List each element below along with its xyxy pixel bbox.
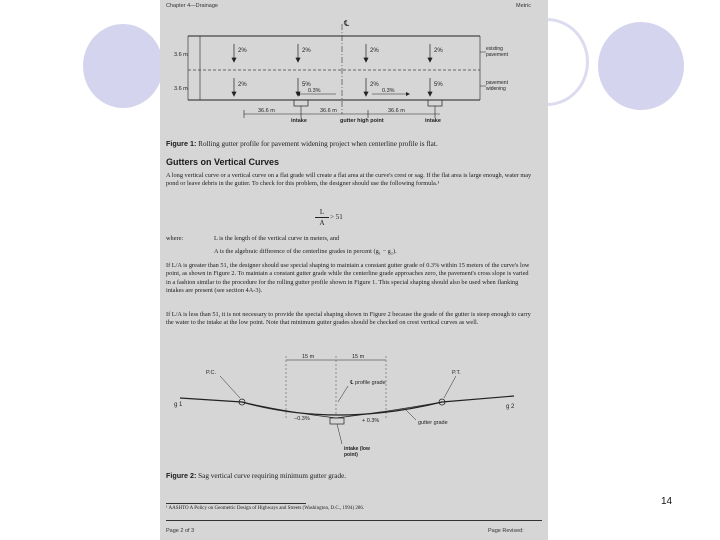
paragraph-3: If L/A is less than 51, it is not necessary to provide the special shaping shown in Figure 2 because the grade of the gutter is steep enough to carry the water to the intake at the low point. Note that minimum gutter grades should be checked on crest vertical curves as well. xyxy=(166,311,531,327)
fig1-bottom-grade-4: 5% xyxy=(434,82,443,88)
fig1-existing-pavement-label: existing pavement xyxy=(486,46,508,58)
fig2-g1-label: g 1 xyxy=(174,402,183,408)
where-a-definition: A is the algebraic difference of the centerline grades in percent (g₁ − g₂). xyxy=(214,248,397,255)
fig1-dim-2: 36.6 m xyxy=(320,108,337,114)
fig2-pos-grade: + 0.3% xyxy=(362,418,380,424)
fig1-high-point-label: gutter high point xyxy=(340,118,384,124)
formula-denominator: A xyxy=(319,219,325,227)
fig1-intake-right xyxy=(428,100,442,106)
fig1-pavement-widening-label: pavement widening xyxy=(486,80,508,92)
fig2-gutter-profile xyxy=(242,402,442,418)
where-label: where: xyxy=(166,235,184,242)
paragraph-2: If L/A is greater than 51, the designer should use special shaping to maintain a constant gutter grade of 0.3% within 15 meters of the curve's low point, as shown in Figure 2. To maintain a constant gutter grade while the centerline grade approaches zero, the pavement's cross slope is varied in a fashion similar to the procedure for the rolling gutter profile shown in Figure 1. This special shaping should also be used when flanking intakes are present (see section 4A-3). xyxy=(166,262,530,295)
fig2-dim-2: 15 m xyxy=(352,354,365,360)
fig1-bottom-grade-1: 2% xyxy=(238,82,247,88)
chapter-header: Chapter 4—Drainage xyxy=(166,3,218,9)
formula-rhs: > 51 xyxy=(330,213,343,221)
decorative-circle-right xyxy=(598,22,684,110)
fig1-intake-left xyxy=(294,100,308,106)
fig1-dim-3: 36.6 m xyxy=(388,108,405,114)
fig1-lane-width-1: 3.6 m xyxy=(174,52,188,58)
fig1-dim-1: 36.6 m xyxy=(258,108,275,114)
fig2-pt-label: P.T. xyxy=(452,370,461,376)
fig1-top-grade-2: 2% xyxy=(302,48,311,54)
footer-page: Page 2 of 3 xyxy=(166,528,195,534)
fig2-pc-label: P.C. xyxy=(206,370,216,376)
scanned-page xyxy=(160,0,548,540)
fig1-bottom-grade-2: 5% xyxy=(302,82,311,88)
fig1-gutter-grade-2: 0.3% xyxy=(382,88,395,94)
figure1-caption-text: Rolling gutter profile for pavement widening project when centerline profile is flat. xyxy=(198,140,438,148)
slide-page-number: 14 xyxy=(661,496,673,507)
footnote-rule xyxy=(166,503,306,504)
figure1-caption xyxy=(166,139,438,148)
formula-numerator: L xyxy=(319,208,325,216)
paragraph-1: A long vertical curve or a vertical curve on a flat grade will create a flat area at the curve's crest or sag. If the flat area is large enough, water may pond or leave debris in the gutter. To check for this problem, the designer should use the following formula.¹ xyxy=(166,172,532,188)
decorative-circle-left xyxy=(83,24,163,108)
fig2-g2-label: g 2 xyxy=(506,404,515,410)
footer-rule xyxy=(166,520,542,521)
fig1-centerline-label: ℄ xyxy=(344,19,350,28)
formula-bar xyxy=(315,217,329,218)
fig2-centerline-profile xyxy=(180,396,514,415)
fig1-intake-label-2: intake xyxy=(425,118,441,124)
footnote-text: ¹ AASHTO A Policy on Geometric Design of Highways and Streets (Washington, D.C., 1994) 286. xyxy=(166,506,365,511)
fig2-intake xyxy=(330,418,344,424)
fig2-neg-grade: −0.3% xyxy=(294,416,310,422)
fig2-intake-label: intake (low point) xyxy=(344,446,370,458)
fig1-gutter-grade-1: 0.3% xyxy=(308,88,321,94)
figure2-caption-label: Figure 2: xyxy=(166,471,197,480)
fig1-top-grade-1: 2% xyxy=(238,48,247,54)
figure2-caption-text: Sag vertical curve requiring minimum gutter grade. xyxy=(198,472,347,480)
fig1-lane-width-2: 3.6 m xyxy=(174,86,188,92)
header-right: Metric xyxy=(516,3,531,9)
fig2-gutter-grade-label: gutter grade xyxy=(418,420,448,426)
fig1-bottom-grade-3: 2% xyxy=(370,82,379,88)
fig1-top-grade-4: 2% xyxy=(434,48,443,54)
where-l-definition: L is the length of the vertical curve in meters, and xyxy=(214,235,340,242)
footer-revised: Page Revised: xyxy=(488,528,524,534)
section-heading: Gutters on Vertical Curves xyxy=(166,157,280,167)
figure1-caption-label: Figure 1: xyxy=(166,139,197,148)
fig2-dim-1: 15 m xyxy=(302,354,315,360)
fig1-intake-label-1: intake xyxy=(291,118,307,124)
fig1-top-grade-3: 2% xyxy=(370,48,379,54)
figure2-caption xyxy=(166,471,346,480)
fig2-cl-profile-label: ℄ profile grade xyxy=(350,380,386,386)
figure1-diagram xyxy=(160,14,548,136)
